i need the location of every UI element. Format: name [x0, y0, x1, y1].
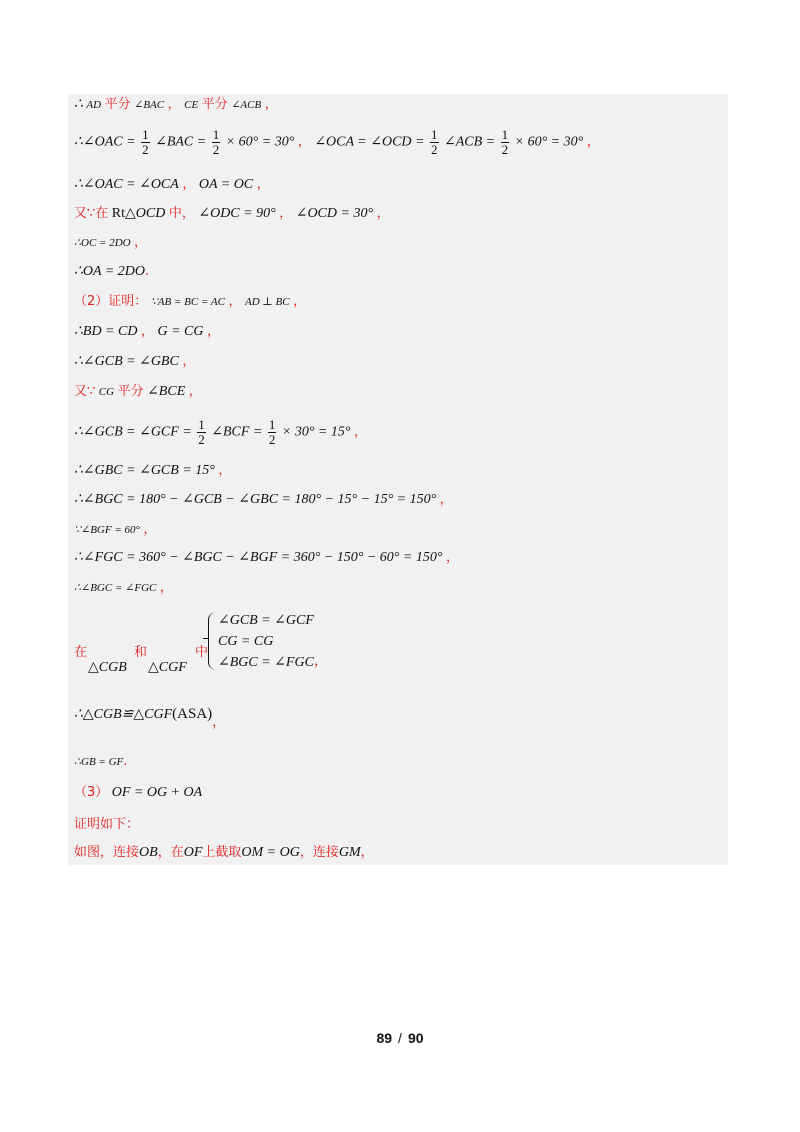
denominator: 2 — [501, 142, 509, 157]
text-and: 和 — [134, 645, 148, 660]
math-expr: ∴∠FGC = 360° − ∠BGC − ∠BGF = 360° − 150° − 60° = 150° — [74, 550, 443, 565]
line-3 — [74, 175, 270, 195]
fraction — [501, 128, 510, 157]
system-line-2: CG = CG — [218, 634, 274, 649]
fraction — [197, 418, 206, 447]
math-rt: Rt — [111, 206, 126, 221]
line-5 — [74, 233, 147, 253]
math-expr: OF = OG + OA — [111, 785, 203, 800]
fraction — [212, 128, 221, 157]
math-expr: ∵AB = BC = AC — [150, 296, 225, 308]
line-17-middle — [195, 643, 208, 663]
math-congruent: ∴△CGB≌△CGF — [74, 707, 173, 722]
math-angle-bce: ∠BCE — [147, 384, 186, 399]
math-ob: OB — [139, 845, 158, 860]
math-expr: G = CG — [157, 324, 204, 339]
math-expr: ∠BAC = — [155, 134, 207, 150]
line-20 — [74, 783, 202, 803]
system-lines — [218, 610, 314, 673]
line-22 — [74, 843, 374, 863]
fraction — [268, 418, 277, 447]
comma: ， — [182, 354, 196, 369]
math-ce: CE — [184, 99, 199, 111]
line-21 — [74, 815, 139, 835]
numerator: 1 — [142, 127, 149, 142]
triangle-cgb — [88, 658, 127, 678]
comma: ， — [159, 580, 173, 595]
line-9 — [74, 352, 195, 372]
left-brace-tip — [203, 638, 208, 639]
math-expr: ∠ACB = — [444, 134, 496, 150]
numerator: 1 — [268, 417, 276, 432]
line-19 — [74, 752, 127, 772]
comma: ， — [279, 206, 293, 221]
comma: ， — [188, 384, 202, 399]
math-expr: ∴∠OAC = — [74, 134, 136, 150]
comma: ， — [143, 522, 157, 537]
comma: ， — [212, 715, 226, 730]
comma: ， — [167, 97, 181, 112]
math-expr: ∴∠BGC = 180° − ∠GCB − ∠GBC = 180° − 15° − 15° = 150° — [74, 492, 437, 507]
text-part3: （3） — [74, 785, 109, 800]
period: . — [144, 264, 150, 279]
page-number — [0, 1030, 800, 1046]
text-in: 中， — [168, 206, 195, 221]
math-expr: OA = OC — [198, 177, 254, 192]
comma: ， — [439, 492, 453, 507]
math-expr: × 60° = 30° — [225, 134, 295, 150]
math-expr: ∠ODC = 90° — [198, 206, 276, 221]
line-16 — [74, 578, 173, 598]
line-11 — [74, 418, 367, 447]
current-page: 89 — [376, 1030, 393, 1046]
denominator: 2 — [198, 432, 205, 447]
system-line-1: ∠GCB = ∠GCF — [218, 613, 314, 628]
text-also-since: 又∵ — [74, 384, 96, 399]
text-as-figure-connect: 如图，连接 — [74, 845, 140, 860]
comma: ， — [314, 654, 328, 669]
page-separator: / — [398, 1030, 402, 1046]
therefore-symbol: ∴ — [74, 97, 83, 112]
math-expr: ∠OCA = ∠OCD = — [314, 134, 425, 150]
math-expr: ∴∠GCB = ∠GCF = — [74, 424, 192, 440]
math-expr: ∴OA = 2DO — [74, 264, 145, 279]
comma: ， — [256, 177, 270, 192]
math-expr: ∴OC = 2DO — [74, 237, 131, 249]
line-17-in — [74, 643, 87, 663]
math-triangle-cgf: △CGF — [148, 660, 187, 675]
fraction — [430, 128, 439, 157]
math-expr: × 30° = 15° — [281, 424, 351, 440]
denominator: 2 — [431, 142, 438, 157]
comma: ， — [207, 324, 221, 339]
math-gm: GM — [338, 845, 361, 860]
math-triangle-ocd: △OCD — [125, 206, 166, 221]
comma: ， — [376, 206, 390, 221]
line-6 — [74, 262, 149, 282]
comma: ， — [228, 294, 242, 309]
text-cut: 上截取 — [202, 845, 242, 860]
numerator: 1 — [501, 127, 509, 142]
math-expr: ∴∠BGC = ∠FGC — [74, 582, 157, 594]
line-1 — [74, 95, 278, 115]
math-angle-acb: ∠ACB — [231, 99, 262, 111]
comma: ， — [264, 97, 278, 112]
numerator: 1 — [198, 417, 205, 432]
text-bisect: 平分 — [201, 97, 228, 112]
comma: ， — [445, 550, 459, 565]
line-4 — [74, 204, 390, 224]
comma: ， — [586, 134, 600, 150]
comma: ， — [182, 177, 196, 192]
math-expr: ∴∠OAC = ∠OCA — [74, 177, 179, 192]
system-line-3: ∠BGC = ∠FGC — [218, 655, 314, 670]
text-connect: ，连接 — [299, 845, 339, 860]
math-expr: ∴∠GBC = ∠GCB = 15° — [74, 463, 215, 478]
line-13 — [74, 490, 453, 510]
math-expr: ∴∠GCB = ∠GBC — [74, 354, 179, 369]
math-ad: AD — [86, 99, 102, 111]
math-expr: ∵∠BGF = 60° — [74, 524, 140, 536]
denominator: 2 — [212, 142, 220, 157]
math-expr: × 60° = 30° — [514, 134, 584, 150]
comma: ， — [293, 294, 307, 309]
math-expr: AD ⊥ BC — [245, 296, 290, 308]
math-cg: CG — [98, 386, 115, 398]
line-17-and — [134, 643, 147, 663]
math-expr: OM = OG — [241, 845, 300, 860]
comma: ， — [134, 235, 148, 250]
text-bisect: 平分 — [117, 384, 144, 399]
comma: ， — [360, 845, 374, 860]
line-7 — [74, 292, 306, 312]
text-bisect: 平分 — [104, 97, 131, 112]
line-18 — [74, 704, 226, 730]
triangle-cgf — [148, 658, 187, 678]
line-12 — [74, 461, 231, 481]
comma: ， — [297, 134, 311, 150]
denominator: 2 — [268, 432, 276, 447]
comma: ， — [140, 324, 154, 339]
line-8 — [74, 322, 220, 342]
line-14 — [74, 520, 156, 540]
math-expr: ∠OCD = 30° — [295, 206, 374, 221]
fraction — [141, 128, 150, 157]
text-also-since-in: 又∵在 — [74, 206, 109, 221]
comma: ， — [353, 424, 367, 440]
math-of: OF — [183, 845, 203, 860]
line-2 — [74, 128, 600, 157]
denominator: 2 — [142, 142, 149, 157]
text-in: 在 — [74, 645, 88, 660]
text-middle: 中 — [195, 645, 209, 660]
math-triangle-cgb: △CGB — [88, 660, 127, 675]
math-expr: ∴BD = CD — [74, 324, 138, 339]
period: . — [123, 754, 128, 769]
math-asa: (ASA) — [172, 706, 213, 722]
math-angle-bac: ∠BAC — [134, 99, 165, 111]
numerator: 1 — [212, 127, 220, 142]
math-expr: ∠BCF = — [211, 424, 263, 440]
line-15 — [74, 548, 459, 568]
text-proof-follows: 证明如下： — [74, 817, 140, 832]
comma: ， — [218, 463, 232, 478]
text-on: ，在 — [157, 845, 184, 860]
line-10 — [74, 382, 202, 402]
line-17-end — [314, 652, 327, 672]
numerator: 1 — [431, 127, 438, 142]
text-part2-proof: （2）证明： — [74, 294, 148, 309]
left-brace — [208, 612, 217, 670]
math-expr: ∴GB = GF — [74, 756, 124, 768]
total-pages: 90 — [407, 1030, 424, 1046]
